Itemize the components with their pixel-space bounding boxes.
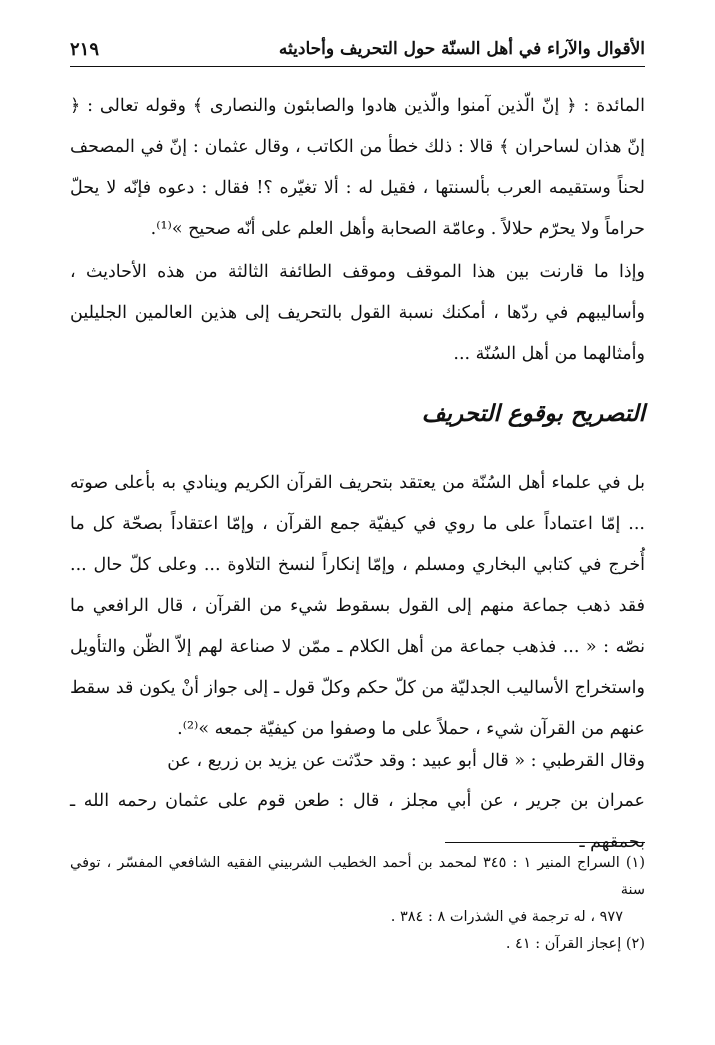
footnote-marker: (٢) xyxy=(625,936,645,952)
paragraph-text: وقال القرطبي : « قال أبو عبيد : وقد حدّثت عن يزيد بن زريع ، عن xyxy=(167,751,645,771)
footnote-2 xyxy=(70,931,645,958)
footnote-1 xyxy=(70,850,645,904)
header-title: الأقوال والآراء في أهل السنّة حول التحريف وأحاديثه xyxy=(278,39,645,59)
footnote-text: السراج المنير ١ : ٣٤٥ لمحمد بن أحمد الخطيب الشربيني الفقيه الشافعي المفسّر ، توفي سنة xyxy=(70,855,645,898)
section-heading: التصريح بوقوع التحريف xyxy=(421,400,645,427)
paragraph-3 xyxy=(70,463,645,750)
page-number: ٢١٩ xyxy=(70,38,100,60)
paragraph-1 xyxy=(70,86,645,250)
paragraph-text: وإذا ما قارنت بين هذا الموقف وموقف الطائفة الثالثة من هذه الأحاديث ، وأساليبهم في ردّها ، أمكنك نسبة القول بالتحريف إلى هذين العالمين الجليلين وأمثالهما من أهل السُنّة ... xyxy=(70,262,645,364)
paragraph-text: المائدة : ﴿ إنّ الّذين آمنوا والّذين هادوا والصابئون والنصارى ﴾ وقوله تعالى : ﴿ إنّ هذان لساحران ﴾ قالا : ذلك خطأ من الكاتب ، وقال عثمان : إنّ في المصحف لحناً وستقيمه العرب بألسنتها ، فقيل له : ألا تغيّره ؟! فقال : دعوه فإنّه لا يحلّ حراماً ولا يحرّم حلالاً . وعامّة الصحابة وأهل العلم على أنّه صحيح »⁽¹⁾. xyxy=(70,96,645,239)
footnotes xyxy=(70,850,645,958)
footnote-divider xyxy=(445,842,645,843)
paragraph-2 xyxy=(70,252,645,375)
running-header xyxy=(70,32,645,67)
paragraph-text: بل في علماء أهل السُنّة من يعتقد بتحريف القرآن الكريم وينادي به بأعلى صوته ... إمّا اعتماداً على ما روي في كيفيّة جمع القرآن ، وإمّا اعتقاداً بصحّة كل ما أُخرج في كتابي البخاري ومسلم ، وإمّا إنكاراً لنسخ التلاوة ... وعلى كلّ حال ... فقد ذهب جماعة منهم إلى القول بسقوط شيء من القرآن ، قال الرافعي ما نصّه : « ... فذهب جماعة من أهل الكلام ـ ممّن لا صناعة لهم إلاّ الظّن والتأويل واستخراج الأساليب الجدليّة من كلّ حكم وكلّ قول ـ إلى جواز أنْ يكون قد سقط عنهم من القرآن شيء ، حملاً على ما وصفوا من كيفيّة جمعه »⁽²⁾. xyxy=(70,473,645,739)
footnote-1-continuation: ٩٧٧ ، له ترجمة في الشذرات ٨ : ٣٨٤ . xyxy=(390,909,623,925)
footnote-marker: (١) xyxy=(625,855,646,871)
paragraph-4 xyxy=(70,741,645,782)
paragraph-text: عمران بن جرير ، عن أبي مجلز ، قال : طعن قوم على عثمان رحمه الله ـ بحمقهم ـ xyxy=(70,791,645,852)
footnote-text: إعجاز القرآن : ٤١ . xyxy=(505,936,622,952)
